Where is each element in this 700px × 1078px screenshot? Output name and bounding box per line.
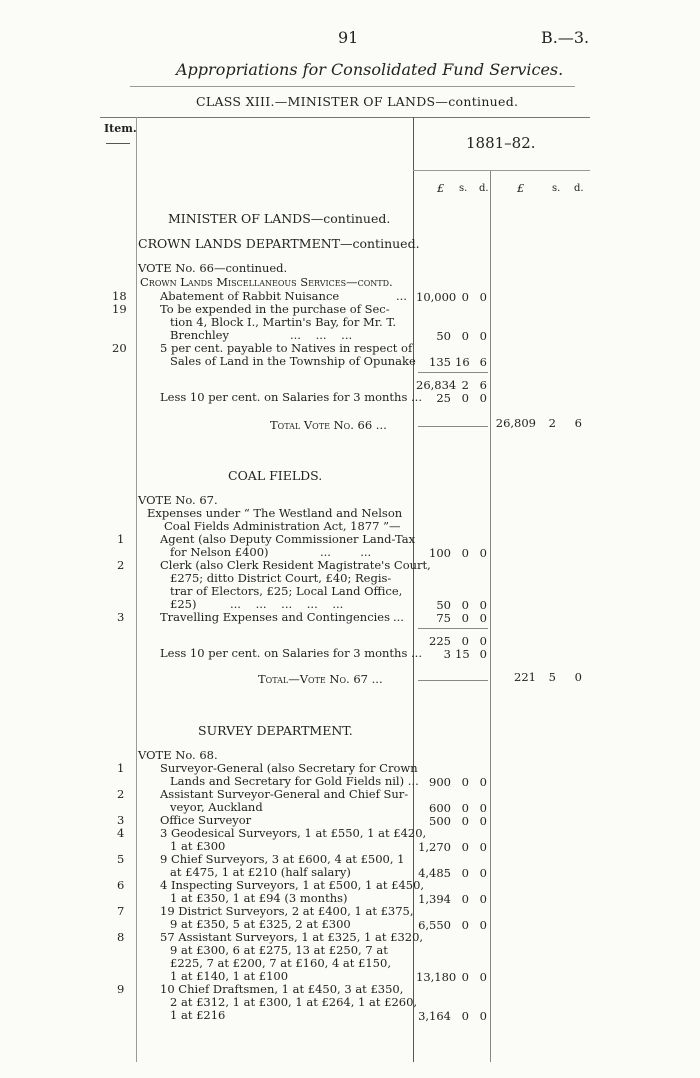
pence-value: 0 <box>479 801 487 815</box>
item-description: Agent (also Deputy Commissioner Land-Tax <box>160 532 416 546</box>
item-description: 1 at £300 <box>170 839 226 853</box>
pound-value: 600 <box>429 801 451 815</box>
item-description: 1 at £216 <box>170 1008 226 1022</box>
less-pence: 0 <box>479 391 487 405</box>
class-heading: CLASS XIII.—MINISTER OF LANDS—continued. <box>196 94 519 109</box>
leader-dots: ... <box>396 289 407 303</box>
subtotal-shilling: 2 <box>461 378 469 392</box>
item-description: tion 4, Block I., Martin's Bay, for Mr. T. <box>170 315 396 329</box>
item-description: Sales of Land in the Township of Opunake <box>170 354 416 368</box>
item-description: Clerk (also Clerk Resident Magistrate's Court, <box>160 558 431 572</box>
pence-value: 0 <box>479 290 487 304</box>
item-number: 20 <box>112 341 127 355</box>
pound-value: 4,485 <box>418 866 451 880</box>
total-label: Total Vote No. 66 ... <box>270 418 387 432</box>
pound-value: 3,164 <box>418 1009 451 1023</box>
less-label: Less 10 per cent. on Salaries for 3 months ... <box>160 646 422 660</box>
less-label: Less 10 per cent. on Salaries for 3 months ... <box>160 390 422 404</box>
pence-value: 0 <box>479 611 487 625</box>
shilling-value: 0 <box>461 801 469 815</box>
section-heading-coal-fields: COAL FIELDS. <box>228 468 323 483</box>
item-column-rule <box>136 117 137 1062</box>
pound-value: 50 <box>436 329 451 343</box>
pence-value: 0 <box>479 970 487 984</box>
less-pound: 3 <box>443 647 451 661</box>
pence-value: 0 <box>479 775 487 789</box>
document-code: B.—3. <box>541 28 590 47</box>
item-description: To be expended in the purchase of Sec- <box>160 302 390 316</box>
item-number: 2 <box>117 787 125 801</box>
pound-value: 500 <box>429 814 451 828</box>
leader-dots: ... ... <box>320 545 372 559</box>
item-description: veyor, Auckland <box>170 800 263 814</box>
vote-66-label: VOTE No. 66—continued. <box>138 261 288 275</box>
less-shilling: 0 <box>461 391 469 405</box>
header-rule <box>100 117 590 118</box>
pound-value: 900 <box>429 775 451 789</box>
pence-value: 0 <box>479 866 487 880</box>
item-description: 9 at £350, 5 at £325, 2 at £300 <box>170 917 351 931</box>
total-pound: 221 <box>514 670 536 684</box>
shilling-value: 0 <box>461 775 469 789</box>
pence-header-2: d. <box>574 183 584 194</box>
item-number: 1 <box>117 532 125 546</box>
vote-67-intro: Expenses under “ The Westland and Nelson <box>147 506 403 520</box>
item-description: Brenchley <box>170 328 229 342</box>
title-rule <box>130 86 575 87</box>
pence-value: 0 <box>479 840 487 854</box>
pence-value: 0 <box>479 1009 487 1023</box>
item-description: 19 District Surveyors, 2 at £400, 1 at £375, <box>160 904 414 918</box>
total-rule <box>418 426 488 427</box>
shilling-value: 16 <box>455 355 470 369</box>
shilling-value: 0 <box>461 546 469 560</box>
section-subheading-crown-lands: CROWN LANDS DEPARTMENT—continued. <box>138 236 420 251</box>
item-description: 3 Geodesical Surveyors, 1 at £550, 1 at £420, <box>160 826 427 840</box>
item-description: 5 per cent. payable to Natives in respect of <box>160 341 413 355</box>
item-description: Surveyor-General (also Secretary for Crown <box>160 761 418 775</box>
subtotal-rule <box>418 372 488 373</box>
total-pence: 0 <box>574 670 582 684</box>
item-number: 3 <box>117 610 125 624</box>
pound-value: 10,000 <box>416 290 457 304</box>
subtotal-shilling: 0 <box>461 634 469 648</box>
pence-value: 0 <box>479 546 487 560</box>
item-description: 57 Assistant Surveyors, 1 at £325, 1 at £320, <box>160 930 424 944</box>
item-description: Assistant Surveyor-General and Chief Sur- <box>160 787 409 801</box>
item-description: 1 at £350, 1 at £94 (3 months) <box>170 891 348 905</box>
shilling-value: 0 <box>461 329 469 343</box>
pound-header-2: £ <box>517 181 525 195</box>
item-number: 19 <box>112 302 127 316</box>
item-description: £25) <box>170 597 197 611</box>
item-description: 1 at £140, 1 at £100 <box>170 969 289 983</box>
subtotal-pound: 26,834 <box>416 378 457 392</box>
pound-value: 100 <box>429 546 451 560</box>
description-column-rule <box>413 117 414 1062</box>
year-header: 1881–82. <box>466 134 536 152</box>
item-description: £275; ditto District Court, £40; Regis- <box>170 571 392 585</box>
shilling-header-2: s. <box>552 183 561 194</box>
pound-value: 75 <box>436 611 451 625</box>
inner-column-rule <box>490 170 491 1062</box>
item-number: 3 <box>117 813 125 827</box>
item-number: 7 <box>117 904 125 918</box>
pound-value: 1,270 <box>418 840 451 854</box>
total-pound: 26,809 <box>495 416 536 430</box>
total-label: Total—Vote No. 67 ... <box>258 672 383 686</box>
shilling-value: 0 <box>461 970 469 984</box>
less-shilling: 15 <box>455 647 470 661</box>
vote-68-label: VOTE No. 68. <box>138 748 218 762</box>
item-description: Office Surveyor <box>160 813 252 827</box>
item-number: 18 <box>112 289 127 303</box>
item-header: Item. <box>104 122 137 135</box>
item-description: for Nelson £400) <box>170 545 269 559</box>
shilling-value: 0 <box>461 840 469 854</box>
item-description: Abatement of Rabbit Nuisance <box>160 289 340 303</box>
pound-value: 6,550 <box>418 918 451 932</box>
shilling-value: 0 <box>461 892 469 906</box>
pound-value: 1,394 <box>418 892 451 906</box>
year-rule <box>413 170 590 171</box>
item-number: 2 <box>117 558 125 572</box>
pence-header: d. <box>479 183 489 194</box>
leader-dots: ... <box>393 610 404 624</box>
shilling-value: 0 <box>461 866 469 880</box>
item-description: 4 Inspecting Surveyors, 1 at £500, 1 at £450, <box>160 878 425 892</box>
item-number: 5 <box>117 852 125 866</box>
shilling-value: 0 <box>461 611 469 625</box>
item-number: 6 <box>117 878 125 892</box>
vote-66-subtitle: Crown Lands Miscellaneous Services—contd. <box>140 275 393 289</box>
item-description: 9 Chief Surveyors, 3 at £600, 4 at £500, 1 <box>160 852 405 866</box>
subtotal-rule <box>418 628 488 629</box>
pence-value: 6 <box>479 355 487 369</box>
pound-value: 13,180 <box>416 970 457 984</box>
total-shilling: 2 <box>548 416 556 430</box>
vote-67-intro: Coal Fields Administration Act, 1877 ”— <box>164 519 401 533</box>
total-pence: 6 <box>574 416 582 430</box>
less-pence: 0 <box>479 647 487 661</box>
pound-value: 135 <box>429 355 451 369</box>
shilling-value: 0 <box>461 290 469 304</box>
item-number: 9 <box>117 982 125 996</box>
subtotal-pence: 0 <box>479 634 487 648</box>
item-description: Lands and Secretary for Gold Fields nil) ... <box>170 774 419 788</box>
less-pound: 25 <box>436 391 451 405</box>
item-description: 10 Chief Draftsmen, 1 at £450, 3 at £350, <box>160 982 404 996</box>
subtotal-pence: 6 <box>479 378 487 392</box>
item-number: 4 <box>117 826 125 840</box>
pound-header: £ <box>437 181 445 195</box>
shilling-value: 0 <box>461 814 469 828</box>
item-number: 8 <box>117 930 125 944</box>
shilling-value: 0 <box>461 1009 469 1023</box>
item-description: trar of Electors, £25; Local Land Office, <box>170 584 403 598</box>
item-description: 2 at £312, 1 at £300, 1 at £264, 1 at £260, <box>170 995 418 1009</box>
item-description: at £475, 1 at £210 (half salary) <box>170 865 351 879</box>
section-heading-minister: MINISTER OF LANDS—continued. <box>168 211 391 226</box>
total-rule <box>418 680 488 681</box>
pence-value: 0 <box>479 814 487 828</box>
pence-value: 0 <box>479 918 487 932</box>
leader-dots: ... ... ... <box>290 328 353 342</box>
vote-67-label: VOTE No. 67. <box>138 493 218 507</box>
pence-value: 0 <box>479 892 487 906</box>
page-title: Appropriations for Consolidated Fund Services. <box>176 60 564 79</box>
pence-value: 0 <box>479 329 487 343</box>
section-heading-survey: SURVEY DEPARTMENT. <box>198 723 353 738</box>
item-description: £225, 7 at £200, 7 at £160, 4 at £150, <box>170 956 391 970</box>
shilling-value: 0 <box>461 598 469 612</box>
pound-value: 50 <box>436 598 451 612</box>
leader-dots: ... ... ... ... ... <box>230 597 344 611</box>
page-number: 91 <box>338 28 359 47</box>
pence-value: 0 <box>479 598 487 612</box>
shilling-header: s. <box>459 183 468 194</box>
shilling-value: 0 <box>461 918 469 932</box>
item-description: Travelling Expenses and Contingencies <box>160 610 391 624</box>
item-description: 9 at £300, 6 at £275, 13 at £250, 7 at <box>170 943 388 957</box>
total-shilling: 5 <box>548 670 556 684</box>
subtotal-pound: 225 <box>429 634 451 648</box>
item-number: 1 <box>117 761 125 775</box>
item-header-rule <box>106 143 130 144</box>
